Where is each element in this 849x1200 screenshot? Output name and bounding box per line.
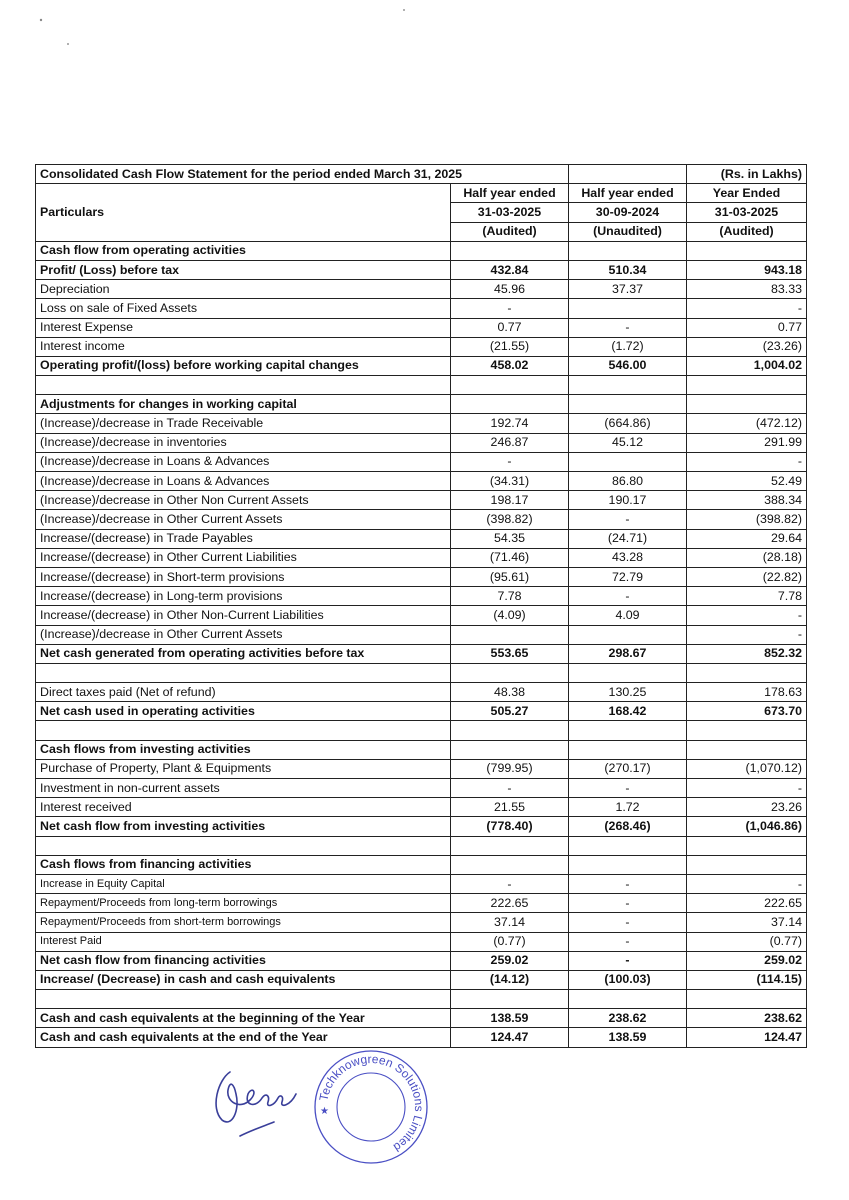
row-value-col2: 130.25 <box>569 683 687 702</box>
row-label: Net cash flow from investing activities <box>36 817 451 836</box>
row-value-col2 <box>569 663 687 682</box>
row-label: Interest Expense <box>36 318 451 337</box>
row-value-col3: 0.77 <box>687 318 807 337</box>
row-value-col3: (28.18) <box>687 548 807 567</box>
row-value-col2: 37.37 <box>569 280 687 299</box>
row-value-col1: (14.12) <box>451 970 569 989</box>
row-value-col3: 7.78 <box>687 587 807 606</box>
row-label: Cash flows from investing activities <box>36 740 451 759</box>
row-value-col1 <box>451 241 569 260</box>
row-value-col1: 246.87 <box>451 433 569 452</box>
row-value-col3: 1,004.02 <box>687 356 807 375</box>
col1-line2: 31-03-2025 <box>451 203 569 222</box>
row-value-col1: 0.77 <box>451 318 569 337</box>
row-value-col3: - <box>687 779 807 798</box>
row-value-col1 <box>451 663 569 682</box>
row-label <box>36 663 451 682</box>
row-label: (Increase)/decrease in Other Current Assets <box>36 510 451 529</box>
row-value-col3 <box>687 990 807 1009</box>
row-value-col3: 238.62 <box>687 1009 807 1028</box>
row-label: Increase/(decrease) in Other Non-Current Liabilities <box>36 606 451 625</box>
row-value-col1: 458.02 <box>451 356 569 375</box>
row-value-col1: 48.38 <box>451 683 569 702</box>
row-value-col2: 510.34 <box>569 260 687 279</box>
row-label: Investment in non-current assets <box>36 779 451 798</box>
row-value-col1: 553.65 <box>451 644 569 663</box>
row-value-col3: (1,070.12) <box>687 759 807 778</box>
row-label: Adjustments for changes in working capital <box>36 395 451 414</box>
row-value-col1: (21.55) <box>451 337 569 356</box>
table-row <box>36 280 807 299</box>
units-label: (Rs. in Lakhs) <box>687 165 807 184</box>
row-value-col1 <box>451 990 569 1009</box>
row-label: Interest Paid <box>36 932 451 951</box>
row-value-col2 <box>569 452 687 471</box>
row-value-col3: (0.77) <box>687 932 807 951</box>
row-value-col2: 298.67 <box>569 644 687 663</box>
row-value-col3 <box>687 855 807 874</box>
table-title-row <box>36 165 807 184</box>
table-row <box>36 1028 807 1047</box>
row-value-col1: (398.82) <box>451 510 569 529</box>
row-value-col1: 21.55 <box>451 798 569 817</box>
col3-line1: Year Ended <box>687 184 807 203</box>
table-row <box>36 855 807 874</box>
row-label: (Increase)/decrease in Other Current Assets <box>36 625 451 644</box>
row-label: Operating profit/(loss) before working capital changes <box>36 356 451 375</box>
row-value-col1: (95.61) <box>451 567 569 586</box>
row-value-col2 <box>569 395 687 414</box>
row-value-col1 <box>451 721 569 740</box>
table-row <box>36 452 807 471</box>
row-value-col2: - <box>569 932 687 951</box>
row-value-col2: (100.03) <box>569 970 687 989</box>
row-value-col3 <box>687 241 807 260</box>
row-label <box>36 721 451 740</box>
table-row <box>36 1009 807 1028</box>
table-row <box>36 260 807 279</box>
table-row <box>36 644 807 663</box>
row-label: Net cash generated from operating activities before tax <box>36 644 451 663</box>
row-value-col2: (1.72) <box>569 337 687 356</box>
row-label: Loss on sale of Fixed Assets <box>36 299 451 318</box>
row-value-col1: - <box>451 299 569 318</box>
row-value-col2 <box>569 855 687 874</box>
row-label: Direct taxes paid (Net of refund) <box>36 683 451 702</box>
row-value-col3: 291.99 <box>687 433 807 452</box>
row-value-col2 <box>569 299 687 318</box>
table-row <box>36 356 807 375</box>
row-value-col1: 432.84 <box>451 260 569 279</box>
signature <box>200 1050 310 1140</box>
table-row <box>36 663 807 682</box>
row-value-col2: - <box>569 587 687 606</box>
row-label: Net cash flow from financing activities <box>36 951 451 970</box>
row-value-col3: 943.18 <box>687 260 807 279</box>
row-value-col2: 4.09 <box>569 606 687 625</box>
row-value-col2: - <box>569 318 687 337</box>
row-value-col2: (268.46) <box>569 817 687 836</box>
row-value-col1 <box>451 376 569 395</box>
row-value-col1 <box>451 395 569 414</box>
row-value-col2: - <box>569 951 687 970</box>
col2-line2: 30-09-2024 <box>569 203 687 222</box>
row-value-col1: - <box>451 874 569 893</box>
row-value-col2: 72.79 <box>569 567 687 586</box>
table-row <box>36 414 807 433</box>
row-value-col2 <box>569 836 687 855</box>
row-value-col3: 259.02 <box>687 951 807 970</box>
row-value-col3: (114.15) <box>687 970 807 989</box>
row-value-col2: - <box>569 913 687 932</box>
col3-line2: 31-03-2025 <box>687 203 807 222</box>
table-row <box>36 510 807 529</box>
row-value-col3: 83.33 <box>687 280 807 299</box>
row-value-col3: 178.63 <box>687 683 807 702</box>
row-value-col2: 138.59 <box>569 1028 687 1047</box>
row-value-col2: (270.17) <box>569 759 687 778</box>
row-label: (Increase)/decrease in Other Non Current Assets <box>36 491 451 510</box>
row-label: Depreciation <box>36 280 451 299</box>
row-value-col3 <box>687 836 807 855</box>
table-row <box>36 683 807 702</box>
row-value-col3: (472.12) <box>687 414 807 433</box>
star-icon: ★ <box>320 1106 329 1117</box>
row-value-col1: 7.78 <box>451 587 569 606</box>
table-row <box>36 548 807 567</box>
row-value-col2: 86.80 <box>569 472 687 491</box>
row-value-col2: - <box>569 874 687 893</box>
row-value-col1: (799.95) <box>451 759 569 778</box>
table-row <box>36 740 807 759</box>
table-row <box>36 836 807 855</box>
table-row <box>36 759 807 778</box>
table-row <box>36 779 807 798</box>
header-row-1 <box>36 184 807 203</box>
row-label <box>36 376 451 395</box>
row-value-col3: (1,046.86) <box>687 817 807 836</box>
row-label: Purchase of Property, Plant & Equipments <box>36 759 451 778</box>
row-value-col3: - <box>687 606 807 625</box>
row-value-col1: 198.17 <box>451 491 569 510</box>
row-label: Increase/(decrease) in Trade Payables <box>36 529 451 548</box>
table-row <box>36 491 807 510</box>
row-label: Increase/(decrease) in Short-term provisions <box>36 567 451 586</box>
table-row <box>36 913 807 932</box>
col3-line3: (Audited) <box>687 222 807 241</box>
row-label: (Increase)/decrease in Loans & Advances <box>36 452 451 471</box>
row-value-col1: 192.74 <box>451 414 569 433</box>
row-value-col2: 1.72 <box>569 798 687 817</box>
row-value-col3: 673.70 <box>687 702 807 721</box>
row-value-col1 <box>451 625 569 644</box>
row-value-col3: (23.26) <box>687 337 807 356</box>
row-value-col2: - <box>569 894 687 913</box>
table-row <box>36 299 807 318</box>
row-label: Repayment/Proceeds from long-term borrowings <box>36 894 451 913</box>
row-value-col3: 23.26 <box>687 798 807 817</box>
row-value-col2: (664.86) <box>569 414 687 433</box>
row-value-col1: 54.35 <box>451 529 569 548</box>
row-value-col3: - <box>687 874 807 893</box>
table-row <box>36 472 807 491</box>
row-value-col1: (0.77) <box>451 932 569 951</box>
table-row <box>36 625 807 644</box>
row-value-col2: 238.62 <box>569 1009 687 1028</box>
row-label: Cash and cash equivalents at the beginning of the Year <box>36 1009 451 1028</box>
row-value-col1: 138.59 <box>451 1009 569 1028</box>
row-label: Cash flows from financing activities <box>36 855 451 874</box>
row-label: Increase/ (Decrease) in cash and cash equivalents <box>36 970 451 989</box>
table-row <box>36 932 807 951</box>
row-value-col3: 29.64 <box>687 529 807 548</box>
row-value-col2: 43.28 <box>569 548 687 567</box>
row-label: Increase/(decrease) in Other Current Liabilities <box>36 548 451 567</box>
row-value-col1: 259.02 <box>451 951 569 970</box>
row-label <box>36 836 451 855</box>
row-value-col3: 52.49 <box>687 472 807 491</box>
row-value-col3: 222.65 <box>687 894 807 913</box>
row-value-col1 <box>451 740 569 759</box>
row-value-col2: 190.17 <box>569 491 687 510</box>
table-row <box>36 721 807 740</box>
table-row <box>36 376 807 395</box>
row-value-col2: - <box>569 510 687 529</box>
row-value-col1 <box>451 855 569 874</box>
col1-line3: (Audited) <box>451 222 569 241</box>
row-value-col3: - <box>687 625 807 644</box>
row-label: Interest income <box>36 337 451 356</box>
table-row <box>36 817 807 836</box>
row-value-col2: 168.42 <box>569 702 687 721</box>
row-value-col3 <box>687 721 807 740</box>
row-value-col1: 45.96 <box>451 280 569 299</box>
row-value-col3: (398.82) <box>687 510 807 529</box>
row-value-col2 <box>569 241 687 260</box>
row-value-col3: - <box>687 452 807 471</box>
row-value-col2 <box>569 740 687 759</box>
row-value-col1 <box>451 836 569 855</box>
row-value-col1: (4.09) <box>451 606 569 625</box>
table-row <box>36 337 807 356</box>
row-value-col2 <box>569 721 687 740</box>
row-value-col1: 222.65 <box>451 894 569 913</box>
row-value-col3: 124.47 <box>687 1028 807 1047</box>
table-row <box>36 874 807 893</box>
col2-line3: (Unaudited) <box>569 222 687 241</box>
empty-cell <box>569 165 687 184</box>
row-value-col1: - <box>451 779 569 798</box>
table-row <box>36 567 807 586</box>
scan-specks <box>0 0 849 100</box>
row-value-col3: - <box>687 299 807 318</box>
particulars-header: Particulars <box>36 184 451 242</box>
cash-flow-table <box>35 164 807 1048</box>
table-row <box>36 990 807 1009</box>
row-value-col2: 546.00 <box>569 356 687 375</box>
row-label: (Increase)/decrease in inventories <box>36 433 451 452</box>
statement-title: Consolidated Cash Flow Statement for the period ended March 31, 2025 <box>36 165 569 184</box>
seal-text: Techknowgreen Solutions Limited <box>316 1051 427 1155</box>
table-row <box>36 529 807 548</box>
row-value-col1: 124.47 <box>451 1028 569 1047</box>
table-row <box>36 318 807 337</box>
row-label: Profit/ (Loss) before tax <box>36 260 451 279</box>
col1-line1: Half year ended <box>451 184 569 203</box>
col2-line1: Half year ended <box>569 184 687 203</box>
row-value-col2: - <box>569 779 687 798</box>
table-row <box>36 702 807 721</box>
row-value-col1: 37.14 <box>451 913 569 932</box>
table-row <box>36 587 807 606</box>
table-row <box>36 798 807 817</box>
row-value-col2: (24.71) <box>569 529 687 548</box>
table-row <box>36 606 807 625</box>
row-value-col1: - <box>451 452 569 471</box>
row-value-col3 <box>687 395 807 414</box>
row-label: (Increase)/decrease in Loans & Advances <box>36 472 451 491</box>
table-row <box>36 241 807 260</box>
row-value-col1: (34.31) <box>451 472 569 491</box>
table-row <box>36 395 807 414</box>
row-label: Interest received <box>36 798 451 817</box>
row-value-col3 <box>687 663 807 682</box>
table-row <box>36 433 807 452</box>
row-label: Increase in Equity Capital <box>36 874 451 893</box>
row-value-col3 <box>687 740 807 759</box>
row-value-col1: (778.40) <box>451 817 569 836</box>
row-value-col3: (22.82) <box>687 567 807 586</box>
row-value-col3 <box>687 376 807 395</box>
row-label: Cash flow from operating activities <box>36 241 451 260</box>
row-value-col2: 45.12 <box>569 433 687 452</box>
row-value-col1: (71.46) <box>451 548 569 567</box>
company-seal <box>312 1048 430 1166</box>
table-row <box>36 970 807 989</box>
row-value-col1: 505.27 <box>451 702 569 721</box>
row-label: Increase/(decrease) in Long-term provisions <box>36 587 451 606</box>
row-label: Cash and cash equivalents at the end of the Year <box>36 1028 451 1047</box>
row-label <box>36 990 451 1009</box>
row-value-col3: 37.14 <box>687 913 807 932</box>
row-label: Net cash used in operating activities <box>36 702 451 721</box>
row-value-col2 <box>569 990 687 1009</box>
row-label: (Increase)/decrease in Trade Receivable <box>36 414 451 433</box>
row-value-col3: 852.32 <box>687 644 807 663</box>
table-row <box>36 894 807 913</box>
row-label: Repayment/Proceeds from short-term borrowings <box>36 913 451 932</box>
row-value-col2 <box>569 376 687 395</box>
row-value-col2 <box>569 625 687 644</box>
row-value-col3: 388.34 <box>687 491 807 510</box>
table-row <box>36 951 807 970</box>
